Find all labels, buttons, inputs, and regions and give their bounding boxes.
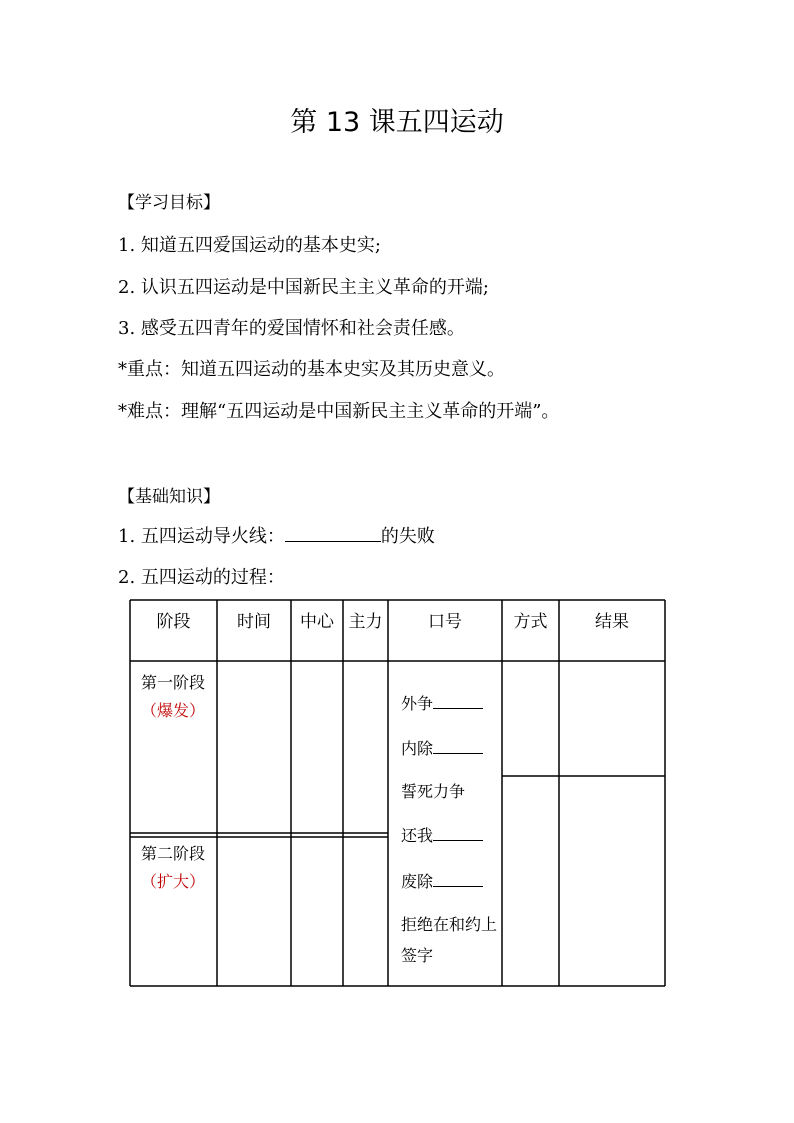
stage-1-name: 第一阶段 — [140, 673, 205, 692]
slogan-blank[interactable] — [433, 696, 483, 709]
header-time: 时间 — [237, 612, 271, 632]
header-main-force: 主力 — [348, 612, 383, 632]
question-1-suffix: 的失败 — [380, 526, 435, 547]
header-method: 方式 — [513, 612, 548, 632]
stage-1-cell — [129, 669, 217, 725]
slogan-item — [401, 691, 483, 714]
slogan-blank[interactable] — [433, 874, 483, 887]
slogan-text: 外争 — [401, 694, 434, 713]
slogan-text: 废除 — [401, 872, 434, 891]
header-slogan: 口号 — [428, 612, 462, 632]
stage-2-tag: （扩大） — [140, 872, 205, 891]
slogan-item: 签字 — [401, 946, 434, 965]
slogan-blank[interactable] — [433, 741, 483, 754]
slogan-item: 誓死力争 — [401, 782, 466, 801]
answer-blank[interactable] — [285, 525, 381, 542]
header-result: 结果 — [595, 612, 629, 632]
header-center: 中心 — [300, 612, 334, 632]
slogan-item — [401, 823, 483, 846]
stage-1-tag: （爆发） — [140, 701, 205, 720]
slogan-text: 内除 — [401, 739, 434, 758]
question-1-prefix: 1. 五四运动导火线： — [118, 526, 285, 547]
slogan-item: 拒绝在和约上 — [401, 915, 498, 934]
stage-2-name: 第二阶段 — [140, 844, 205, 863]
question-1 — [118, 522, 435, 548]
header-stage: 阶段 — [156, 612, 191, 632]
objective-item: 1. 知道五四爱国运动的基本史实; — [118, 235, 381, 256]
objective-item: 3. 感受五四青年的爱国情怀和社会责任感。 — [118, 318, 465, 339]
slogan-text: 还我 — [401, 826, 434, 845]
stage-2-cell — [129, 840, 217, 896]
objective-item: 2. 认识五四运动是中国新民主主义革命的开端; — [118, 277, 489, 298]
slogan-blank[interactable] — [433, 828, 483, 841]
process-table — [129, 599, 666, 987]
key-point: *重点：知道五四运动的基本史实及其历史意义。 — [118, 359, 505, 380]
slogan-item — [401, 869, 483, 892]
page-title: 第 13 课五四运动 — [290, 107, 504, 138]
table-grid — [129, 599, 666, 987]
objectives-heading: 【学习目标】 — [118, 193, 220, 213]
question-2: 2. 五四运动的过程： — [118, 567, 285, 588]
basics-heading: 【基础知识】 — [118, 487, 220, 507]
difficult-point: *难点：理解“五四运动是中国新民主主义革命的开端”。 — [118, 401, 560, 422]
slogan-item — [401, 736, 483, 759]
